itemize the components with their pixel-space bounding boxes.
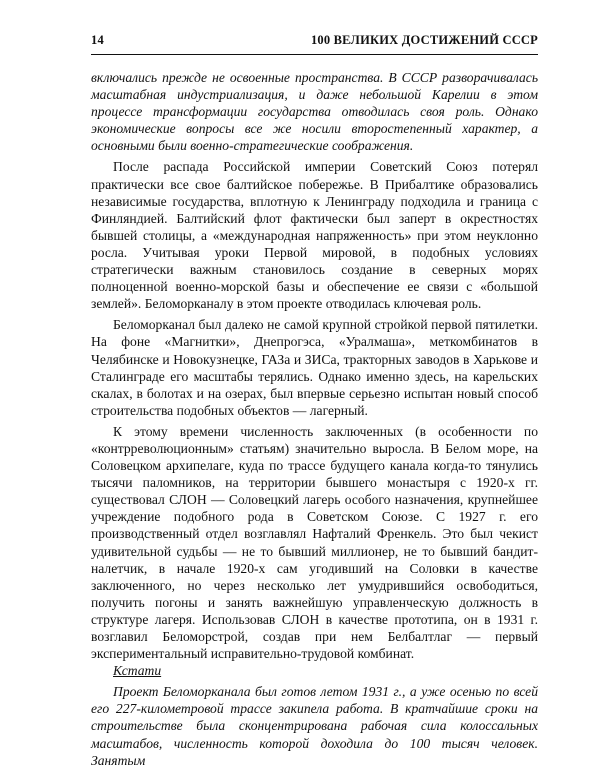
- sidebar-text: Проект Беломорканала был готов летом 1931 г., а уже осенью по всей его 227-километровой трассе закипела работа. В кратчайшие сроки на строительстве была сконцентрирована рабочая сила колоссальных масштабов, численность которой доходила до 100 тысяч человек. Занятым: [91, 684, 538, 768]
- paragraph-italic-continuation: включались прежде не освоенные пространства. В СССР разворачивалась масштабная индустриализация, и даже небольшой Карелии в этом процессе трансформации государства отводилась своя роль. Однако экономические вопросы все же носили второстепенный характер, а основными были военно-стратегические соображения.: [91, 70, 538, 154]
- page-number: 14: [91, 33, 104, 47]
- paragraph: Беломорканал был далеко не самой крупной стройкой первой пятилетки. На фоне «Магнитки», Днепрогэса, «Уралмаша», меткомбинатов в Челябинске и Новокузнецке, ГАЗа и ЗИСа, тракторных заводов в Харькове и Сталинграде его масштабы терялись. Однако именно здесь, на карельских скалах, в болотах и на озерах, был впервые серьезно испытан новый способ строительства подобных объектов — лагерный.: [91, 317, 538, 418]
- sidebar-heading: Кстати: [113, 663, 162, 679]
- book-title: 100 ВЕЛИКИХ ДОСТИЖЕНИЙ СССР: [310, 33, 538, 47]
- running-head: [91, 33, 538, 55]
- page-body: [91, 69, 538, 769]
- paragraph: После распада Российской империи Советский Союз потерял практически все свое балтийское побережье. В Прибалтике образовались независимые государства, вплотную к Ленинграду подходила и граница с Финляндией. Балтийский флот фактически был заперт в окрестностях бывшей столицы, а «международная напряженность» при этом неуклонно росла. Учитывая уроки Первой мировой, в подобных условиях стратегически важным становилось создание в северных морях полноценной военно-морской базы и обеспечение ее связи с «большой землей». Беломорканалу в этом проекте отводилась ключевая роль.: [91, 159, 538, 312]
- paragraph: К этому времени численность заключенных (в особенности по «контрреволюционным» статьям) значительно выросла. В Белом море, на Соловецком архипелаге, куда по трассе будущего канала когда-то тянулись тысячи паломников, на территории бывшего монастыря с 1920-х гг. существовал СЛОН — Соловецкий лагерь особого назначения, крупнейшее учреждение подобного рода в Советском Союзе. С 1927 г. его производственный отдел возглавлял Нафталий Френкель. Это был чекист удивительной судьбы — не то бывший миллионер, не то бывший бандит-налетчик, в начале 1920-х сам угодивший на Соловки в качестве заключенного, но через несколько лет умудрившийся освободиться, получить погоны и занять важнейшую управленческую должность в структуре лагеря. Использовав СЛОН в качестве прототипа, он в 1931 г. возглавил Беломорстрой, создав при нем Белбалтлаг — первый экспериментальный исправительно-трудовой комбинат.: [91, 423, 538, 662]
